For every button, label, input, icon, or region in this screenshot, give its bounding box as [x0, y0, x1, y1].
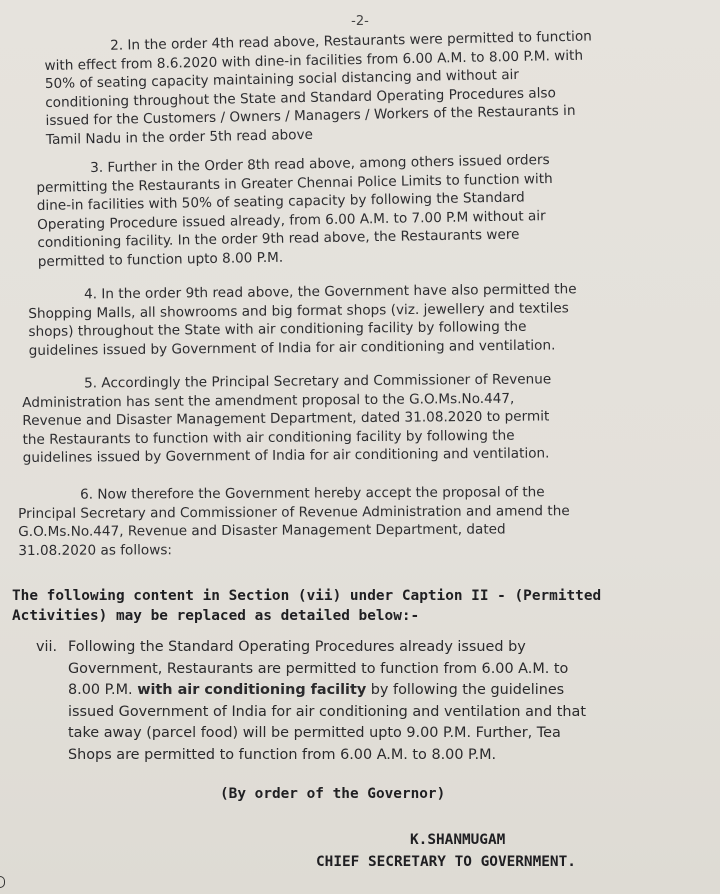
- paragraph-line: 31.08.2020 as follows:: [18, 541, 173, 559]
- paragraph-line: Principal Secretary and Commissioner of Revenue Administration and amend the: [18, 502, 570, 522]
- signatory-title: CHIEF SECRETARY TO GOVERNMENT.: [316, 854, 576, 870]
- paragraph-line: Revenue and Disaster Management Department, dated 31.08.2020 to permit: [22, 408, 550, 430]
- item-marker: vii.: [36, 639, 58, 655]
- paragraph-3: [36, 149, 690, 272]
- paragraph-line: Administration has sent the amendment proposal to the G.O.Ms.No.447,: [22, 390, 515, 411]
- paragraph-5: [22, 369, 699, 468]
- paragraph-line: Tamil Nadu in the order 5th read above: [45, 126, 314, 148]
- item-line: take away (parcel food) will be permitted upto 9.00 P.M. Further, Tea: [68, 725, 561, 741]
- item-emphasis: with air conditioning facility: [137, 682, 367, 698]
- paragraph-line: 3. Further in the Order 8th read above, among others issued orders: [90, 152, 550, 177]
- paragraph-6: [18, 482, 702, 560]
- item-body: [68, 637, 714, 766]
- item-text: by following the guidelines: [366, 682, 565, 698]
- paragraph-line: 50% of seating capacity maintaining social distancing and without air: [44, 67, 520, 93]
- amendment-heading: [12, 586, 708, 626]
- item-text: 8.00 P.M.: [68, 682, 138, 698]
- paragraph-line: Operating Procedure issued already, from 6.00 A.M. to 7.00 P.M without air: [36, 207, 546, 233]
- paragraph-line: with effect from 8.6.2020 with dine-in facilities from 6.00 A.M. to 8.00 P.M. with: [44, 47, 584, 74]
- item-line: Shops are permitted to function from 6.00 A.M. to 8.00 P.M.: [68, 746, 497, 763]
- paragraph-line: Shopping Malls, all showrooms and big format shops (viz. jewellery and textiles: [28, 299, 569, 322]
- signatory-name: K.SHANMUGAM: [410, 832, 506, 848]
- paragraph-line: guidelines issued by Government of India for air conditioning and ventilation.: [22, 445, 550, 467]
- paragraph-line: 6. Now therefore the Government hereby accept the proposal of the: [80, 484, 545, 503]
- paragraph-line: shops) throughout the State with air conditioning facility by following the: [28, 318, 527, 341]
- paragraph-line: the Restaurants to function with air conditioning facility by following the: [22, 427, 515, 448]
- item-line: Following the Standard Operating Procedures already issued by: [68, 639, 526, 655]
- page-number: -2-: [351, 14, 369, 29]
- paragraph-line: 2. In the order 4th read above, Restaurants were permitted to function: [110, 28, 592, 54]
- heading-line: Activities) may be replaced as detailed below:-: [12, 608, 420, 624]
- paragraph-2: [44, 26, 686, 150]
- paragraph-line: permitting the Restaurants in Greater Chennai Police Limits to function with: [36, 170, 553, 196]
- heading-line: The following content in Section (vii) under Caption II - (Permitted: [12, 588, 602, 604]
- paragraph-line: conditioning throughout the State and Standard Operating Procedures also: [45, 84, 556, 111]
- paragraph-line: issued for the Customers / Owners / Managers / Workers of the Restaurants in: [45, 103, 576, 130]
- paragraph-line: conditioning facility. In the order 9th read above, the Restaurants were: [37, 226, 520, 252]
- paragraph-line: permitted to function upto 8.00 P.M.: [37, 249, 284, 270]
- item-line: Government, Restaurants are permitted to function from 6.00 A.M. to: [68, 660, 569, 677]
- item-line: issued Government of India for air conditioning and ventilation and that: [68, 703, 586, 720]
- paragraph-line: G.O.Ms.No.447, Revenue and Disaster Management Department, dated: [18, 521, 506, 541]
- governor-order: (By order of the Governor): [220, 786, 446, 802]
- edge-mark: [0, 876, 5, 888]
- paragraph-line: 4. In the order 9th read above, the Government have also permitted the: [84, 281, 577, 303]
- paragraph-line: 5. Accordingly the Principal Secretary and Commissioner of Revenue: [84, 371, 552, 392]
- paragraph-line: guidelines issued by Government of India for air conditioning and ventilation.: [28, 337, 556, 359]
- item-line: [68, 680, 714, 702]
- paragraph-line: dine-in facilities with 50% of seating capacity by following the Standard: [36, 189, 525, 215]
- paragraph-4: [28, 279, 693, 360]
